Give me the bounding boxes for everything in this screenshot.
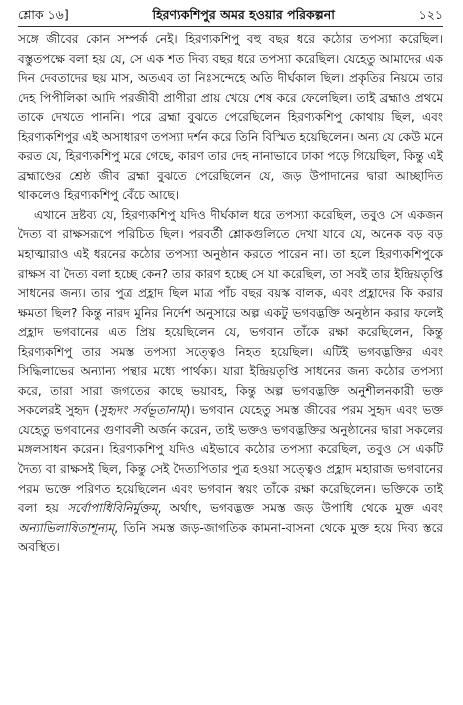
sanskrit-phrase: অন্যাভিলাষিতাশূন্যম্ bbox=[18, 520, 115, 535]
page-number: ১২১ bbox=[418, 7, 443, 22]
page-header bbox=[18, 6, 443, 27]
text-run: , অর্থাৎ, ভগবদ্ভক্ত সমস্ত জড় উপাধি থেকে মুক্ত এবং bbox=[157, 501, 444, 516]
sanskrit-phrase: সর্বোপাধিবিনির্মুক্তম্ bbox=[67, 501, 158, 516]
text-run: , তিনি সমস্ত জড়-জাগতিক কামনা-বাসনা থেকে মুক্ত হয়ে দিব্য স্তরে অবস্থিত। bbox=[18, 520, 443, 555]
text-run: এখানে দ্রষ্টব্য যে, হিরণ্যকশিপু যদিও দীর্ঘকাল ধরে তপস্যা করেছিল, তবুও সে একজন দৈত্য বা রাক্ষসরূপে পরিচিত ছিল। পরবর্তী শ্লোকগুলিতে দেখা যাবে যে, অনেক বড় বড় মহাত্মারাও এই ধরনের কঠোর তপস্যা অনুষ্ঠান করতে পারেন না। তা হলে হিরণ্যকশিপুকে রাক্ষস বা দৈত্য বলা হচ্ছে কেন? তার কারণ হচ্ছে সে যা করেছিল, তা সবই তার ইন্দ্রিয়তৃপ্তি সাধনের জন্য। তার পুত্র প্রহ্লাদ ছিল মাত্র পাঁচ বছর বয়স্ক বালক, এবং প্রহ্লাদের কি করার ক্ষমতা ছিল? কিন্তু নারদ মুনির নির্দেশ অনুসারে অল্প একটু ভগবদ্ভক্তি অনুষ্ঠান করার ফলেই প্রহ্লাদ ভগবানের এত প্রিয় হয়েছিলেন যে, ভগবান তাঁকে রক্ষা করেছিলেন, কিন্তু হিরণ্যকশিপু তার সমস্ত তপস্যা সত্ত্বেও নিহত হয়েছিল। এটিই ভগবদ্ভক্তির এবং সিদ্ধিলাভের অন্যান্য পন্থার মধ্যে পার্থক্য। যারা ইন্দ্রিয়তৃপ্তি সাধনের জন্য কঠোর তপস্যা করে, তারা সারা জগতের কাছে ভয়াবহ, কিন্তু অল্প ভগবদ্ভক্তি অনুশীলনকারী ভক্ত সকলেরই সুহৃদ ( bbox=[18, 207, 443, 418]
paragraph-2 bbox=[18, 206, 443, 558]
sanskrit-phrase: সুহৃদং সর্বভূতানাম্ bbox=[98, 403, 186, 418]
chapter-title: হিরণ্যকশিপুর অমর হওয়ার পরিকল্পনা bbox=[152, 7, 335, 22]
text-run: )। ভগবান যেহেতু সমস্ত জীবের পরম সুহৃদ এবং ভক্ত যেহেতু ভগবানের গুণাবলী অর্জন করেন, তাই ভক্তও ভগবদ্ভক্তির অনুষ্ঠানের দ্বারা সকলের মঙ্গলসাধন করেন। হিরণ্যকশিপু যদিও এইভাবে কঠোর তপস্যা করেছিল, তবুও সে একটি দৈত্য বা রাক্ষসই ছিল, কিন্তু সেই দৈত্যপিতার পুত্র হওয়া সত্ত্বেও প্রহ্লাদ মহারাজ ভগবানের পরম ভক্তে পরিণত হয়েছিলেন এবং ভগবান স্বয়ং তাঁকে রক্ষা করেছিলেন। ভক্তিকে তাই বলা হয় bbox=[18, 403, 443, 516]
text-run: সঙ্গে জীবের কোন সম্পর্ক নেই। হিরণ্যকশিপু বহু বছর ধরে কঠোর তপস্যা করেছিল। বস্তুতপক্ষে বলা হয় যে, সে এক শত দিব্য বছর ধরে তপস্যা করেছিল। যেহেতু আমাদের এক দিন দেবতাদের ছয় মাস, অতএব তা নিঃসন্দেহে অতি দীর্ঘকাল ছিল। প্রকৃতির নিয়মে তার দেহ পিপীলিকা আদি পরজীবী প্রাণীরা প্রায় খেয়ে শেষ করে ফেলেছিল। তাই ব্রহ্মাও প্রথমে তাকে দেখতে পাননি। পরে ব্রহ্মা বুঝতে পেরেছিলেন হিরণ্যকশিপু কোথায় ছিল, এবং হিরণ্যকশিপুর এই অসাধারণ তপস্যা দর্শন করে তিনি বিস্মিত হয়েছিলেন। অন্য যে কেউ মনে করত যে, হিরণ্যকশিপু মরে গেছে, কারণ তার দেহ নানাভাবে ঢাকা পড়ে গিয়েছিল, কিন্তু এই ব্রহ্মাণ্ডের শ্রেষ্ঠ জীব ব্রহ্মা বুঝতে পেরেছিলেন যে, জড় উপাদানের দ্বারা আচ্ছাদিত থাকলেও হিরণ্যকশিপু বেঁচে আছে। bbox=[18, 32, 443, 203]
purport-text bbox=[18, 30, 443, 558]
paragraph-1 bbox=[18, 30, 443, 206]
verse-reference: শ্লোক ১৬] bbox=[18, 7, 69, 22]
